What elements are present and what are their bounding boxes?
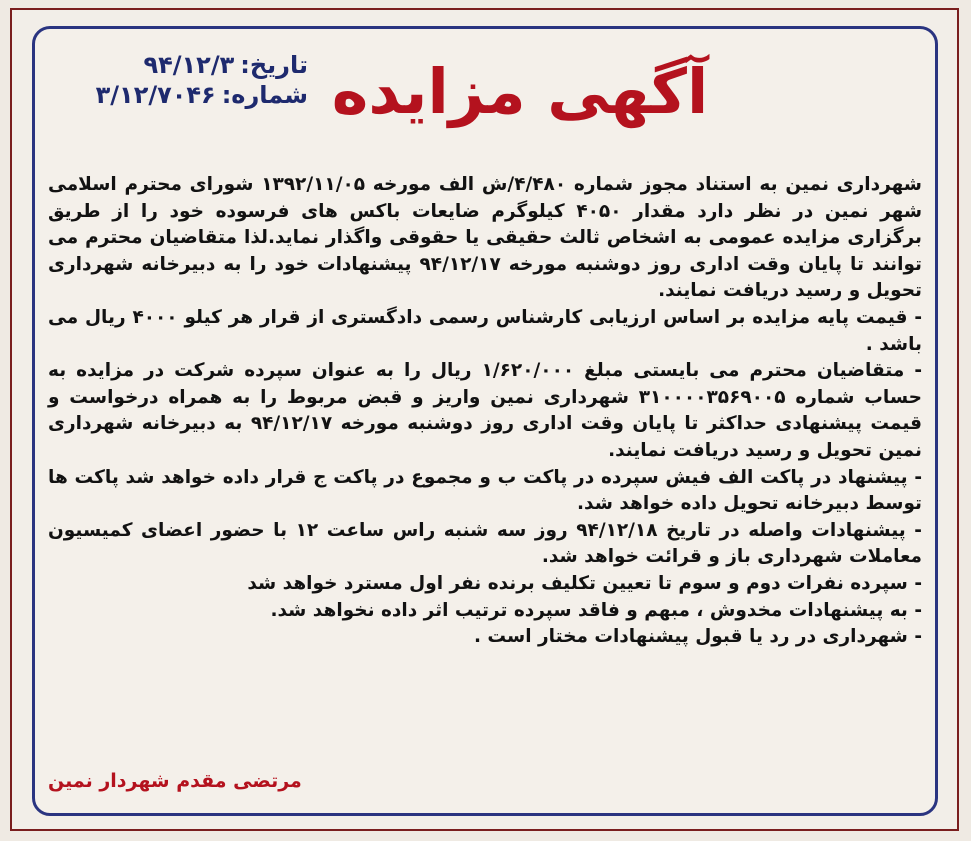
date-label: تاریخ: (240, 51, 308, 79)
paragraph-deposit: - متقاضیان محترم می بایستی مبلغ ۱/۶۲۰/۰۰۰ ریال را به عنوان سپرده شرکت در مزایده به حساب شماره ۳۱۰۰۰۰۳۵۶۹۰۰۵ شهرداری نمین واریز و قبض مربوط را به همراه درخواست و قیمت پیشنهادی حداکثر تا پایان وقت اداری روز دوشنبه مورخه ۹۴/۱۲/۱۷ به دبیرخانه شهرداری نمین تحویل و رسید دریافت نمایند. (48, 360, 922, 461)
number-value: ۳/۱۲/۷۰۴۶ (95, 81, 216, 109)
paragraph-rights: - شهرداری در رد یا قبول پیشنهادات مختار است . (473, 626, 922, 648)
notice-header (40, 40, 920, 160)
paragraph-base-price: - قیمت پایه مزایده بر اساس ارزیابی کارشناس رسمی دادگستری از قرار هر کیلو ۴۰۰۰ ریال می باشد . (48, 306, 922, 355)
paragraph-intro: شهرداری نمین به استناد مجوز شماره ۴/۴۸۰/ش الف مورخه ۱۳۹۲/۱۱/۰۵ شورای محترم اسلامی شهر نمین در نظر دارد مقدار ۴۰۵۰ کیلوگرم ضایعات باکس های فرسوده خود را از طریق برگزاری مزایده عمومی به اشخاص ثالث حقیقی یا حقوقی واگذار نماید.لذا متقاضیان محترم می توانند تا پایان وقت اداری روز دوشنبه مورخه ۹۴/۱۲/۱۷ پیشنهادات خود را به دبیرخانه شهرداری تحویل و رسید دریافت نمایند. (48, 174, 923, 302)
number-label: شماره: (221, 81, 308, 109)
date-value: ۹۴/۱۲/۳ (143, 51, 235, 79)
notice-body (48, 172, 922, 651)
paragraph-opening: - پیشنهادات واصله در تاریخ ۹۴/۱۲/۱۸ روز سه شنبه راس ساعت ۱۲ با حضور اعضای کمیسیون معاملات شهرداری باز و قرائت خواهد شد. (48, 519, 922, 568)
notice-meta (78, 50, 308, 110)
paragraph-invalid-bids: - به پیشنهادات مخدوش ، مبهم و فاقد سپرده ترتیب اثر داده نخواهد شد. (270, 599, 922, 621)
notice-title: آگهی مزایده (331, 55, 709, 128)
date-row (78, 50, 308, 80)
signature: مرتضی مقدم شهردار نمین (48, 770, 302, 792)
number-row (78, 80, 308, 110)
paragraph-envelopes: - پیشنهاد در پاکت الف فیش سپرده در پاکت ب و مجموع در پاکت ج قرار داده خواهد شد پاکت ها توسط دبیرخانه تحویل داده خواهد شد. (48, 466, 922, 515)
paragraph-refund: - سپرده نفرات دوم و سوم تا تعیین تکلیف برنده نفر اول مسترد خواهد شد (247, 572, 922, 594)
